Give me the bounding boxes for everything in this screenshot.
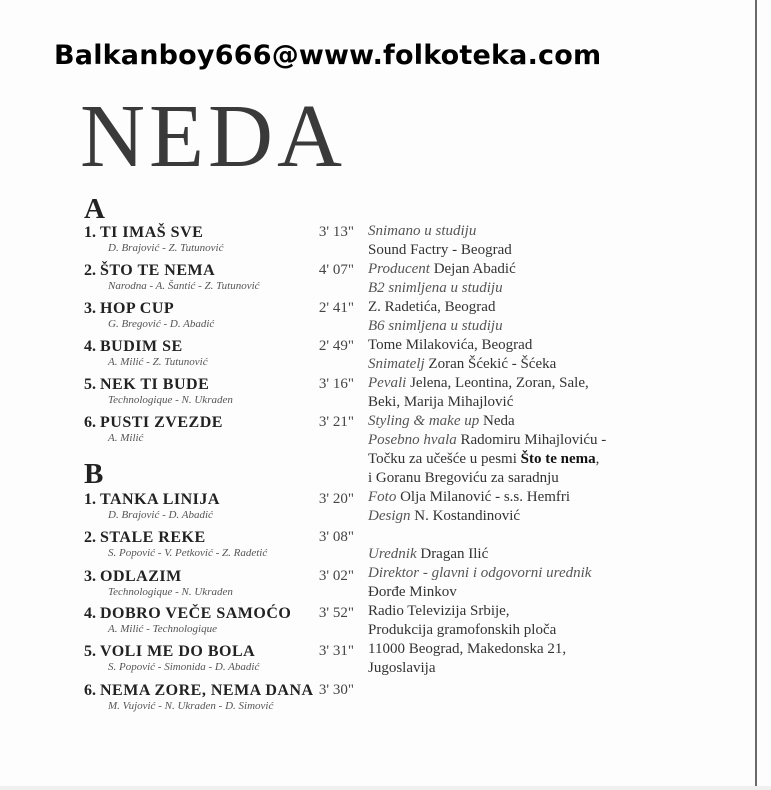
- side-b-label: B: [84, 458, 104, 490]
- track-duration: 3' 08": [318, 529, 354, 545]
- liner-line: [368, 412, 606, 431]
- liner-line: Jugoslavija: [368, 660, 436, 676]
- liner-label: Styling & make up: [368, 413, 480, 429]
- liner-value: N. Kostandinović: [410, 508, 521, 524]
- liner-notes: [368, 222, 606, 678]
- track-credits: Technologique - N. Ukraden: [108, 586, 233, 598]
- track-number: 5.: [84, 643, 96, 660]
- liner-value: Jelena, Leontina, Zoran, Sale,: [406, 375, 589, 391]
- liner-line: [368, 431, 606, 450]
- track-duration: 3' 13": [318, 224, 354, 240]
- liner-line: [368, 260, 606, 279]
- liner-value: Neda: [479, 413, 515, 429]
- track-title: BUDIM SE: [100, 338, 183, 355]
- liner-line: [368, 507, 606, 526]
- track-b6: [84, 682, 354, 712]
- liner-line: [368, 374, 606, 393]
- track-b5: [84, 643, 354, 673]
- track-duration: 3' 16": [318, 376, 354, 392]
- liner-line: [368, 488, 606, 507]
- track-duration: 3' 30": [318, 682, 354, 698]
- liner-line: Direktor - glavni i odgovorni urednik: [368, 565, 592, 581]
- track-credits: G. Bregović - D. Abadić: [108, 318, 215, 330]
- side-a-label: A: [84, 193, 105, 225]
- track-b2: [84, 529, 354, 559]
- track-number: 1.: [84, 491, 96, 508]
- track-number: 2.: [84, 262, 96, 279]
- track-duration: 3' 21": [318, 414, 354, 430]
- track-number: 4.: [84, 338, 96, 355]
- track-credits: Technologique - N. Ukraden: [108, 394, 233, 406]
- track-duration: 3' 31": [318, 643, 354, 659]
- track-duration: 3' 52": [318, 605, 354, 621]
- liner-line: Z. Radetića, Beograd: [368, 299, 496, 315]
- liner-line: Tome Milakovića, Beograd: [368, 337, 533, 353]
- track-credits: D. Brajović - D. Abadić: [108, 509, 213, 521]
- track-title: ŠTO TE NEMA: [100, 262, 216, 279]
- liner-line: B6 snimljena u studiju: [368, 318, 503, 334]
- track-title: DOBRO VEČE SAMOĆO: [100, 605, 292, 622]
- track-a5: [84, 376, 354, 406]
- liner-value: Radomiru Mihajloviću -: [456, 432, 607, 448]
- track-a6: [84, 414, 354, 444]
- liner-line: [368, 545, 606, 564]
- liner-line: [368, 450, 606, 469]
- track-number: 2.: [84, 529, 96, 546]
- liner-line: Radio Televizija Srbije,: [368, 603, 510, 619]
- liner-line: i Goranu Bregoviću za saradnju: [368, 470, 559, 486]
- track-credits: S. Popović - Simonida - D. Abadić: [108, 661, 260, 673]
- track-credits: D. Brajović - Z. Tutunović: [108, 242, 224, 254]
- liner-label: Urednik: [368, 546, 417, 562]
- track-title: HOP CUP: [100, 300, 175, 317]
- song-reference: Što te nema: [520, 451, 596, 467]
- liner-label: Design: [368, 508, 411, 524]
- track-a1: [84, 224, 354, 254]
- track-credits: Narodna - A. Šantić - Z. Tutunović: [108, 280, 260, 292]
- track-number: 6.: [84, 414, 96, 431]
- liner-line: B2 snimljena u studiju: [368, 280, 503, 296]
- scan-bottom-edge: [0, 786, 771, 790]
- track-b3: [84, 568, 354, 598]
- track-title: NEK TI BUDE: [100, 376, 210, 393]
- track-number: 1.: [84, 224, 96, 241]
- liner-line: Snimano u studiju: [368, 223, 477, 239]
- track-b1: [84, 491, 354, 521]
- watermark-text: Balkanboy666@www.folkoteka.com: [54, 40, 602, 71]
- track-title: VOLI ME DO BOLA: [100, 643, 256, 660]
- track-title: TANKA LINIJA: [100, 491, 220, 508]
- liner-label: Snimatelj: [368, 356, 425, 372]
- liner-label: Pevali: [368, 375, 407, 391]
- track-credits: M. Vujović - N. Ukraden - D. Simović: [108, 700, 274, 712]
- liner-label: Posebno hvala: [368, 432, 457, 448]
- track-a4: [84, 338, 354, 368]
- track-title: TI IMAŠ SVE: [100, 224, 204, 241]
- track-duration: 2' 49": [318, 338, 354, 354]
- track-a2: [84, 262, 354, 292]
- track-credits: S. Popović - V. Petković - Z. Radetić: [108, 547, 268, 559]
- track-title: ODLAZIM: [100, 568, 182, 585]
- track-a3: [84, 300, 354, 330]
- liner-value: Dejan Abadić: [429, 261, 516, 277]
- liner-line: Đorđe Minkov: [368, 584, 457, 600]
- album-title: NEDA: [80, 87, 346, 186]
- track-duration: 2' 41": [318, 300, 354, 316]
- liner-label: Foto: [368, 489, 397, 505]
- track-number: 5.: [84, 376, 96, 393]
- liner-line: [368, 355, 606, 374]
- track-title: PUSTI ZVEZDE: [100, 414, 223, 431]
- track-number: 3.: [84, 568, 96, 585]
- liner-value: Zoran Šćekić - Šćeka: [424, 356, 557, 372]
- track-duration: 3' 02": [318, 568, 354, 584]
- track-credits: A. Milić: [108, 432, 144, 444]
- track-credits: A. Milić - Technologique: [108, 623, 217, 635]
- track-b4: [84, 605, 354, 635]
- track-number: 6.: [84, 682, 96, 699]
- liner-line: 11000 Beograd, Makedonska 21,: [368, 641, 567, 657]
- liner-spacer: [368, 526, 606, 545]
- liner-line: Produkcija gramofonskih ploča: [368, 622, 557, 638]
- scan-edge: [755, 0, 757, 790]
- liner-text: Točku za učešće u pesmi: [368, 451, 521, 467]
- track-title: STALE REKE: [100, 529, 206, 546]
- track-number: 3.: [84, 300, 96, 317]
- track-duration: 4' 07": [318, 262, 354, 278]
- liner-line: Beki, Marija Mihajlović: [368, 394, 514, 410]
- liner-line: Sound Factry - Beograd: [368, 242, 512, 258]
- liner-label: Producent: [368, 261, 430, 277]
- liner-value: Olja Milanović - s.s. Hemfri: [396, 489, 571, 505]
- liner-text: ,: [595, 451, 600, 467]
- track-credits: A. Milić - Z. Tutunović: [108, 356, 208, 368]
- track-duration: 3' 20": [318, 491, 354, 507]
- track-number: 4.: [84, 605, 96, 622]
- track-title: NEMA ZORE, NEMA DANA: [100, 682, 314, 699]
- liner-value: Dragan Ilić: [416, 546, 489, 562]
